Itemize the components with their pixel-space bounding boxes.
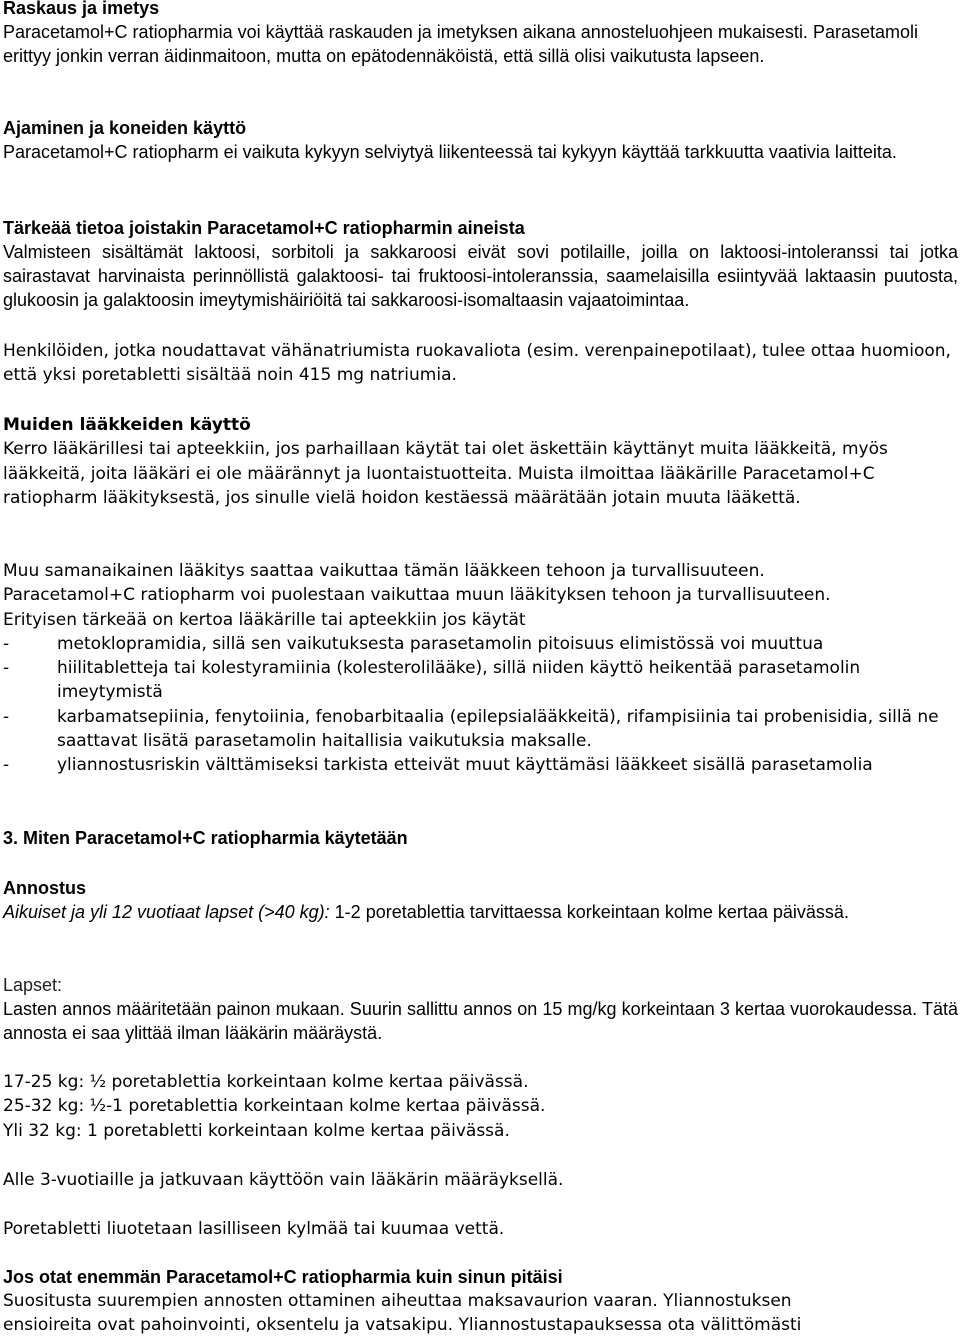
sodium-text: Henkilöiden, jotka noudattavat vähänatriumista ruokavaliota (esim. verenpainepotilaat), tulee ottaa huomioon, että yksi poretabletti sisältää noin 415 mg natriumia. (3, 341, 951, 386)
ingredients-text: Valmisteen sisältämät laktoosi, sorbitoli ja sakkaroosi eivät sovi potilaille, joilla on laktoosi-intoleranssi tai jotka sairastavat harvinaista perinnöllistä galaktoosi- tai fruktoosi-intoleranssia, saamelaisilla esiintyvää laktaasin puutosta, glukoosin ja galaktoosin imeytymishäiriöitä tai sakkaroosi-isomaltaasin vajaatoimintaa. (3, 242, 958, 310)
children-text: Lasten annos määritetään painon mukaan. Suurin sallittu annos on 15 mg/kg korkeintaan 3 kertaa vuorokaudessa. Tätä annosta ei saa ylittää ilman lääkärin määräystä. (3, 999, 958, 1043)
interactions-line-2: Paracetamol+C ratiopharm voi puolestaan vaikuttaa muun lääkityksen tehoon ja turvallisuuteen. (3, 585, 831, 606)
section-overdose (3, 1265, 958, 1289)
dissolve-note (3, 1217, 958, 1241)
under-3-text: Alle 3-vuotiaille ja jatkuvaan käyttöön vain lääkärin määräyksellä. (3, 1170, 564, 1190)
overdose-heading: Jos otat enemmän Paracetamol+C ratiopharmia kuin sinun pitäisi (3, 1267, 563, 1287)
interactions-line-1: Muu samanaikainen lääkitys saattaa vaikuttaa tämän lääkkeen tehoon ja turvallisuuteen. (3, 561, 765, 581)
adults-text: 1-2 poretablettia tarvittaessa korkeintaan kolme kertaa päivässä. (329, 902, 849, 922)
list-dash: - (3, 633, 10, 654)
list-dash: - (3, 658, 10, 679)
pregnancy-text: Paracetamol+C ratiopharmia voi käyttää raskauden ja imetyksen aikana annosteluohjeen mukaisesti. Parasetamoli erittyy jonkin verran äidinmaitoon, mutta on epätodennäköistä, että sillä olisi vaikutusta lapseen. (3, 22, 918, 66)
list-item-text: metoklopramidia, sillä sen vaikutuksesta parasetamolin pitoisuus elimistössä voi muuttua (57, 633, 824, 654)
section-dosage (3, 876, 958, 924)
section-ingredients (3, 216, 958, 312)
interactions-block (3, 559, 958, 778)
section-3-heading: 3. Miten Paracetamol+C ratiopharmia käytetään (3, 828, 408, 848)
dose-table (3, 1070, 958, 1143)
ingredients-heading: Tärkeää tietoa joistakin Paracetamol+C ratiopharmin aineista (3, 218, 525, 238)
list-item (3, 656, 958, 705)
section-pregnancy (3, 0, 958, 68)
interactions-line-3: Erityisen tärkeää on kertoa lääkärille tai apteekkiin jos käytät (3, 609, 526, 630)
list-item-text: yliannostusriskin välttämiseksi tarkista etteivät muut käyttämäsi lääkkeet sisällä parasetamolia (57, 755, 873, 776)
list-item (3, 632, 958, 656)
list-item (3, 753, 958, 777)
adults-dosage (3, 900, 958, 924)
sodium-note (3, 339, 958, 388)
dose-row: 17-25 kg: ½ poretablettia korkeintaan kolme kertaa päivässä. (3, 1072, 529, 1092)
under-3-note (3, 1168, 958, 1192)
overdose-line-2: ensioireita ovat pahoinvointi, oksentelu ja vatsakipu. Yliannostustapauksessa ota välittömästi (3, 1315, 802, 1336)
adults-label: Aikuiset ja yli 12 vuotiaat lapset (>40 kg): (3, 902, 330, 922)
dissolve-text: Poretabletti liuotetaan lasilliseen kylmää tai kuumaa vettä. (3, 1219, 505, 1239)
other-medicines-heading: Muiden lääkkeiden käyttö (3, 415, 251, 435)
dose-row: Yli 32 kg: 1 poretabletti korkeintaan kolme kertaa päivässä. (3, 1120, 510, 1141)
dose-row: 25-32 kg: ½-1 poretablettia korkeintaan kolme kertaa päivässä. (3, 1096, 546, 1117)
overdose-line-1: Suositusta suurempien annosten ottaminen aiheuttaa maksavaurion vaaran. Yliannostuksen (3, 1291, 792, 1311)
children-label: Lapset: (3, 975, 63, 995)
other-medicines-para1: Kerro lääkärillesi tai apteekkiin, jos parhaillaan käytät tai olet äskettäin käyttänyt muita lääkkeitä, myös lääkkeitä, joita lääkäri ei ole määrännyt ja luontaistuotteita. Muista ilmoittaa lääkärille Paracetamol+C ratiopharm lääkityksestä, jos sinulle vielä hoidon kestäessä määrätään jotain muuta lääkettä. (3, 439, 888, 508)
overdose-text (3, 1289, 958, 1338)
pregnancy-heading: Raskaus ja imetys (3, 0, 160, 18)
dosage-heading: Annostus (3, 878, 86, 898)
section-other-medicines (3, 413, 958, 510)
list-item-text: karbamatsepiinia, fenytoiinia, fenobarbitaalia (epilepsialääkkeitä), rifampisiinia tai probenisidia, sillä ne saattavat lisätä parasetamolin haitallisia vaikutuksia maksalle. (57, 706, 939, 752)
list-item (3, 705, 958, 754)
list-dash: - (3, 755, 10, 776)
driving-text: Paracetamol+C ratiopharm ei vaikuta kykyyn selviytyä liikenteessä tai kykyyn käyttää tarkkuutta vaativia laitteita. (3, 142, 897, 162)
list-dash: - (3, 706, 10, 727)
section-driving (3, 116, 958, 164)
list-item-text: hiilitabletteja tai kolestyramiinia (kolesterolilääke), sillä niiden käyttö heikentää parasetamolin imeytymistä (57, 658, 861, 703)
children-dosage (3, 973, 958, 1045)
section-3 (3, 826, 958, 850)
driving-heading: Ajaminen ja koneiden käyttö (3, 118, 247, 138)
